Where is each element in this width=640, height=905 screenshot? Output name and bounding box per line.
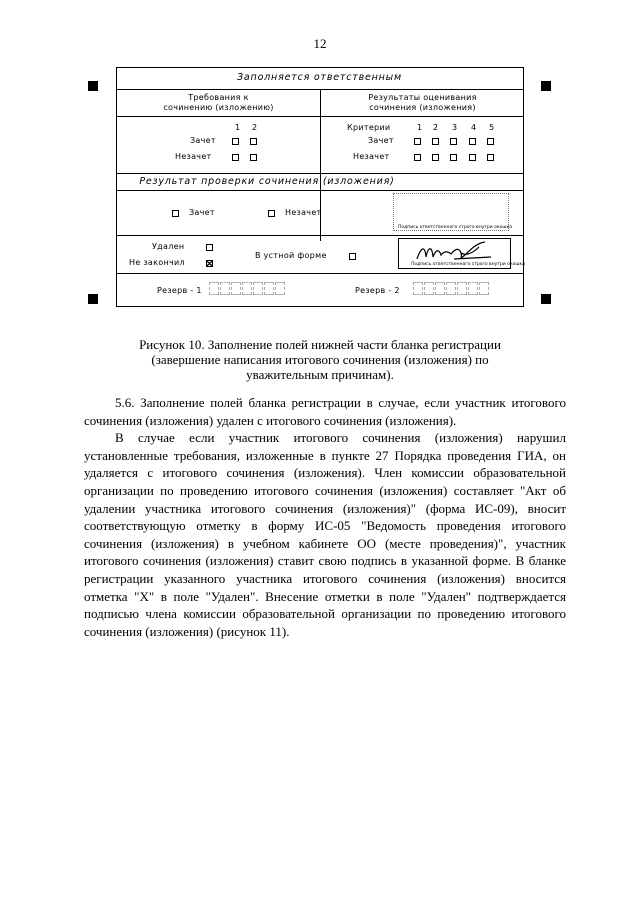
req-col-1-number: 1 [235,123,241,132]
check-result-title: Результат проверки сочинения (изложения) [139,176,395,187]
body-text [84,394,566,640]
results-header: Результаты оценивания сочинения (изложения) [368,93,477,112]
criteria-nezachet-checkbox-1[interactable] [414,154,421,161]
criteria-number-3: 3 [452,123,458,132]
page-number: 12 [313,36,327,51]
registration-marker-top-left [88,81,98,91]
oral-form-checkbox[interactable] [349,253,356,260]
form-title: Заполняется ответственным [237,72,402,83]
req-zachet-checkbox-1[interactable] [232,138,239,145]
criteria-zachet-checkbox-4[interactable] [469,138,476,145]
registration-form-bottom [116,67,524,307]
criteria-label: Критерии [347,123,391,132]
requirements-header: Требования к сочинению (изложению) [163,93,274,112]
expert-signature-caption: Подпись ответственного строго внутри окошка [398,225,512,230]
criteria-number-5: 5 [489,123,495,132]
result-nezachet-checkbox[interactable] [268,210,275,217]
not-finished-checkbox[interactable] [206,260,213,267]
not-finished-label: Не закончил [129,258,185,267]
result-zachet-label: Зачет [189,208,215,217]
result-zachet-checkbox[interactable] [172,210,179,217]
criteria-nezachet-checkbox-2[interactable] [432,154,439,161]
criteria-number-4: 4 [471,123,477,132]
result-nezachet-label: Незачет [285,208,322,217]
req-nezachet-checkbox-2[interactable] [250,154,257,161]
figure-caption: Рисунок 10. Заполнение полей нижней части бланка регистрации (завершение написания итогового сочинения (изложения) по уважительным причинам). [139,337,501,382]
reserve-1-field[interactable] [209,282,285,295]
req-zachet-checkbox-2[interactable] [250,138,257,145]
criteria-zachet-checkbox-5[interactable] [487,138,494,145]
req-zachet-label: Зачет [190,136,216,145]
req-nezachet-checkbox-1[interactable] [232,154,239,161]
registration-marker-top-right [541,81,551,91]
criteria-zachet-checkbox-1[interactable] [414,138,421,145]
criteria-zachet-label: Зачет [368,136,394,145]
criteria-number-2: 2 [433,123,439,132]
removed-label: Удален [152,242,185,251]
registration-marker-bottom-left [88,294,98,304]
criteria-nezachet-checkbox-4[interactable] [469,154,476,161]
req-nezachet-label: Незачет [175,152,212,161]
criteria-number-1: 1 [417,123,423,132]
criteria-nezachet-checkbox-3[interactable] [450,154,457,161]
oral-form-label: В устной форме [255,251,327,260]
req-col-2-number: 2 [252,123,258,132]
criteria-zachet-checkbox-3[interactable] [450,138,457,145]
reserve-1-label: Резерв - 1 [157,286,202,295]
criteria-nezachet-label: Незачет [353,152,390,161]
paragraph-removal-procedure: В случае если участник итогового сочинения (изложения) нарушил установленные требования, изложенные в пункте 27 Порядка проведения ГИА, он удаляется с итогового сочинения (изложения). Член комиссии образовательной организации по проведению итогового сочинения (изложения) составляет "Акт об удалении участника итогового сочинения (изложения)" (форма ИС-09), вносит соответствующую отметку в форму ИС-05 "Ведомость проведения итогового сочинения (изложения) в учебном кабинете ОО (месте проведения)", участник итогового сочинения (изложения) ставит свою подпись в указанной форме. В бланке регистрации указанного участника итогового сочинения (изложения) вносится отметка "X" в поле "Удален". Внесение отметки в поле "Удален" подтверждается подписью члена комиссии образовательной организации по проведению итогового сочинения (изложения) (рисунок 11). [84,430,566,639]
reserve-2-label: Резерв - 2 [355,286,400,295]
paragraph-5-6-heading: 5.6. Заполнение полей бланка регистрации в случае, если участник итогового сочинения (изложения) удален с итогового сочинения (изложения). [84,395,566,428]
reserve-2-field[interactable] [413,282,489,295]
criteria-nezachet-checkbox-5[interactable] [487,154,494,161]
registration-marker-bottom-right [541,294,551,304]
member-signature-caption: Подпись ответственного строго внутри окошка [411,262,525,267]
criteria-zachet-checkbox-2[interactable] [432,138,439,145]
removed-checkbox[interactable] [206,244,213,251]
